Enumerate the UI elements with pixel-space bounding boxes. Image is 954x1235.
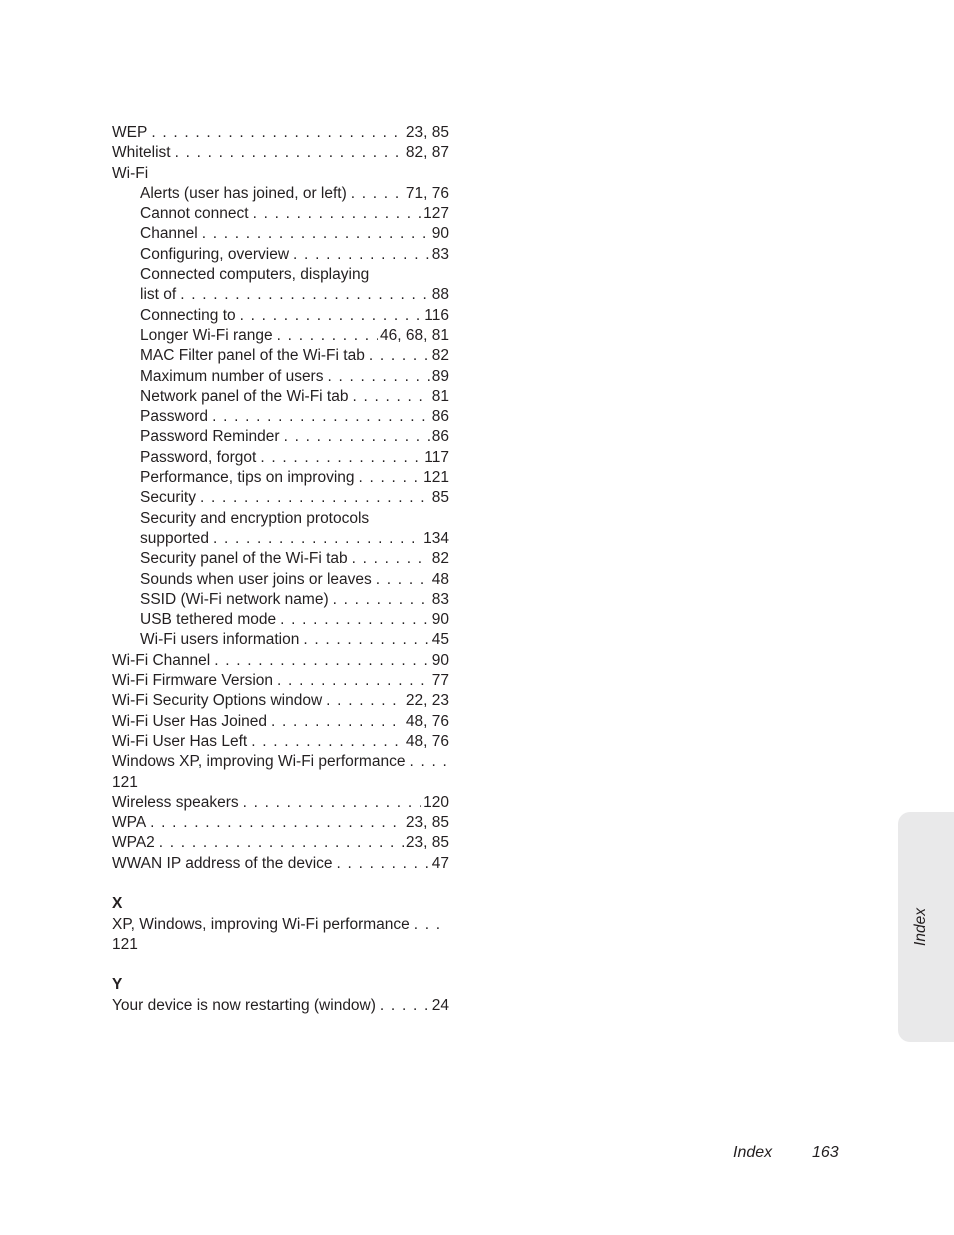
index-subentry bbox=[112, 468, 449, 488]
index-entry-pages: 23, 85 bbox=[405, 834, 449, 852]
index-entry bbox=[112, 813, 449, 833]
index-subentry-text: Security and encryption protocols bbox=[140, 509, 370, 527]
index-entry-term: Cannot connect bbox=[140, 205, 249, 223]
index-subentry bbox=[112, 224, 449, 244]
index-entry-term: SSID (Wi-Fi network name) bbox=[140, 590, 329, 608]
index-column bbox=[112, 123, 449, 1016]
dot-leader bbox=[414, 915, 447, 935]
dot-leader bbox=[380, 996, 430, 1016]
index-subentry bbox=[112, 367, 449, 387]
dot-leader bbox=[151, 123, 404, 143]
index-entry bbox=[112, 854, 449, 874]
index-entry-pages: 127 bbox=[423, 205, 449, 223]
index-entry-term: Sounds when user joins or leaves bbox=[140, 570, 372, 588]
index-entry-pages: 48, 76 bbox=[405, 732, 449, 750]
index-entry-pages: 86 bbox=[431, 428, 449, 446]
index-entry bbox=[112, 833, 449, 853]
index-entry-text: 121 bbox=[112, 935, 138, 953]
index-entry-term: Longer Wi-Fi range bbox=[140, 326, 273, 344]
dot-leader bbox=[150, 813, 404, 833]
index-subentry bbox=[112, 448, 449, 468]
index-entry-pages: 83 bbox=[431, 245, 449, 263]
index-entry bbox=[112, 143, 449, 163]
index-entry-pages: 82 bbox=[431, 347, 449, 365]
index-entry bbox=[112, 793, 449, 813]
index-entry-pages: 88 bbox=[431, 286, 449, 304]
index-entry-pages: 116 bbox=[424, 306, 449, 324]
index-entry-pages: 83 bbox=[431, 590, 449, 608]
dot-leader bbox=[277, 671, 430, 691]
index-entry-pages: 134 bbox=[423, 529, 449, 547]
index-subentry bbox=[112, 529, 449, 549]
index-entry-pages: 86 bbox=[431, 408, 449, 426]
index-subentry bbox=[112, 427, 449, 447]
index-letter-heading: X bbox=[112, 895, 123, 913]
index-entry bbox=[112, 732, 449, 752]
index-entry-pages: 117 bbox=[424, 448, 449, 466]
index-subentry bbox=[112, 306, 449, 326]
index-entry-term: MAC Filter panel of the Wi-Fi tab bbox=[140, 347, 365, 365]
index-entry-pages: 45 bbox=[431, 631, 449, 649]
index-entry-term: WPA bbox=[112, 814, 147, 832]
index-entry-pages: 23, 85 bbox=[405, 814, 449, 832]
index-entry-term: Security bbox=[140, 489, 196, 507]
dot-leader bbox=[214, 651, 430, 671]
index-entry-term: Whitelist bbox=[112, 144, 171, 162]
index-entry-pages: 47 bbox=[431, 854, 449, 872]
index-entry-term: Wi-Fi Security Options window bbox=[112, 692, 323, 710]
index-entry-pages: 77 bbox=[431, 672, 449, 690]
index-entry-pages: 23, 85 bbox=[405, 124, 449, 141]
index-entry-term: Password, forgot bbox=[140, 448, 257, 466]
index-entry-term: Wi-Fi User Has Left bbox=[112, 732, 248, 750]
dot-leader bbox=[175, 143, 404, 163]
index-entry bbox=[112, 691, 449, 711]
index-entry bbox=[112, 752, 449, 772]
dot-leader bbox=[333, 590, 430, 610]
dot-leader bbox=[303, 630, 429, 650]
footer-page-number: 163 bbox=[812, 1144, 839, 1161]
index-entry-term: Wireless speakers bbox=[112, 793, 239, 811]
dot-leader bbox=[200, 488, 430, 508]
dot-leader bbox=[369, 346, 430, 366]
dot-leader bbox=[280, 610, 430, 630]
dot-leader bbox=[251, 732, 404, 752]
index-entry bbox=[112, 996, 449, 1016]
index-entry bbox=[112, 671, 449, 691]
index-entry-term: WWAN IP address of the device bbox=[112, 854, 333, 872]
index-entry-term: Wi-Fi User Has Joined bbox=[112, 712, 268, 730]
index-subentry bbox=[112, 549, 449, 569]
dot-leader bbox=[180, 285, 430, 305]
index-entry-pages: 48, 76 bbox=[405, 712, 449, 730]
index-subentry bbox=[112, 184, 449, 204]
index-entry-term: WPA2 bbox=[112, 834, 155, 852]
dot-leader bbox=[159, 833, 404, 853]
footer-section-label: Index bbox=[733, 1144, 773, 1161]
dot-leader bbox=[277, 326, 378, 346]
index-entry-pages: 89 bbox=[431, 367, 449, 385]
index-entry-term: WEP bbox=[112, 124, 148, 141]
dot-leader bbox=[293, 245, 430, 265]
dot-leader bbox=[202, 224, 430, 244]
dot-leader bbox=[351, 184, 404, 204]
index-entry bbox=[112, 123, 449, 143]
section-tab-label: Index bbox=[912, 908, 929, 946]
index-entry bbox=[112, 915, 449, 935]
index-entry-term: Security panel of the Wi-Fi tab bbox=[140, 550, 348, 568]
index-entry-pages: 82 bbox=[431, 550, 449, 568]
dot-leader bbox=[243, 793, 422, 813]
index-subentry bbox=[112, 204, 449, 224]
index-entry-term: Connecting to bbox=[140, 306, 236, 324]
index-entry-pages: 46, 68, 81 bbox=[380, 326, 449, 344]
index-entry-text: 121 bbox=[112, 773, 138, 791]
dot-leader bbox=[240, 306, 423, 326]
index-subentry bbox=[112, 570, 449, 590]
dot-leader bbox=[212, 407, 430, 427]
index-subentry bbox=[112, 630, 449, 650]
index-entry-pages: 90 bbox=[431, 225, 449, 243]
dot-leader bbox=[352, 387, 429, 407]
dot-leader bbox=[327, 367, 429, 387]
index-gap bbox=[112, 955, 449, 975]
index-entry-term: supported bbox=[140, 529, 209, 547]
index-entry-term: list of bbox=[140, 286, 177, 304]
index-entry-term: Wi-Fi users information bbox=[140, 631, 300, 649]
index-subentry bbox=[112, 245, 449, 265]
dot-leader bbox=[352, 549, 430, 569]
index-entry-term: Alerts (user has joined, or left) bbox=[140, 184, 347, 202]
index-entry-pages: 120 bbox=[423, 793, 449, 811]
index-subentry bbox=[112, 346, 449, 366]
index-entry bbox=[112, 651, 449, 671]
index-entry-term: Wi-Fi Firmware Version bbox=[112, 672, 274, 690]
index-entry-pages: 82, 87 bbox=[405, 144, 449, 162]
index-entry-term: Configuring, overview bbox=[140, 245, 290, 263]
index-entry-pages: 48 bbox=[431, 570, 449, 588]
index-entry-pages: 71, 76 bbox=[405, 184, 449, 202]
index-subentry bbox=[112, 407, 449, 427]
dot-leader bbox=[359, 468, 422, 488]
dot-leader bbox=[271, 712, 404, 732]
index-entry-term: Password Reminder bbox=[140, 428, 280, 446]
dot-leader bbox=[253, 204, 422, 224]
index-subentry-text: Connected computers, displaying bbox=[140, 266, 370, 284]
index-entry-term: Your device is now restarting (window) bbox=[112, 996, 376, 1014]
index-entry-pages: 81 bbox=[431, 387, 449, 405]
index-entry-term: Password bbox=[140, 408, 209, 426]
index-letter-heading: Y bbox=[112, 976, 123, 994]
dot-leader bbox=[326, 691, 404, 711]
index-entry-pages: 24 bbox=[431, 996, 449, 1014]
index-entry bbox=[112, 712, 449, 732]
index-entry-term: Network panel of the Wi-Fi tab bbox=[140, 387, 349, 405]
dot-leader bbox=[260, 448, 422, 468]
index-entry-pages: 85 bbox=[431, 489, 449, 507]
index-subentry bbox=[112, 387, 449, 407]
index-entry-term: Maximum number of users bbox=[140, 367, 324, 385]
index-subentry bbox=[112, 285, 449, 305]
index-subentry bbox=[112, 610, 449, 630]
index-entry-pages: 90 bbox=[431, 651, 449, 669]
dot-leader bbox=[409, 752, 447, 772]
dot-leader bbox=[284, 427, 430, 447]
index-entry-term: XP, Windows, improving Wi-Fi performance bbox=[112, 915, 410, 933]
index-entry-text: Wi-Fi bbox=[112, 164, 149, 182]
index-entry-pages: 121 bbox=[423, 469, 449, 487]
index-gap bbox=[112, 874, 449, 894]
dot-leader bbox=[213, 529, 421, 549]
index-subentry bbox=[112, 326, 449, 346]
index-entry-pages: 90 bbox=[431, 611, 449, 629]
index-entry-term: Performance, tips on improving bbox=[140, 469, 355, 487]
index-subentry bbox=[112, 488, 449, 508]
dot-leader bbox=[337, 854, 430, 874]
index-entry-pages: 22, 23 bbox=[405, 692, 449, 710]
index-entry-term: Channel bbox=[140, 225, 198, 243]
index-entry-term: USB tethered mode bbox=[140, 611, 277, 629]
dot-leader bbox=[376, 570, 430, 590]
index-entry-term: Wi-Fi Channel bbox=[112, 651, 211, 669]
index-entry-term: Windows XP, improving Wi-Fi performance bbox=[112, 753, 406, 771]
index-subentry bbox=[112, 590, 449, 610]
